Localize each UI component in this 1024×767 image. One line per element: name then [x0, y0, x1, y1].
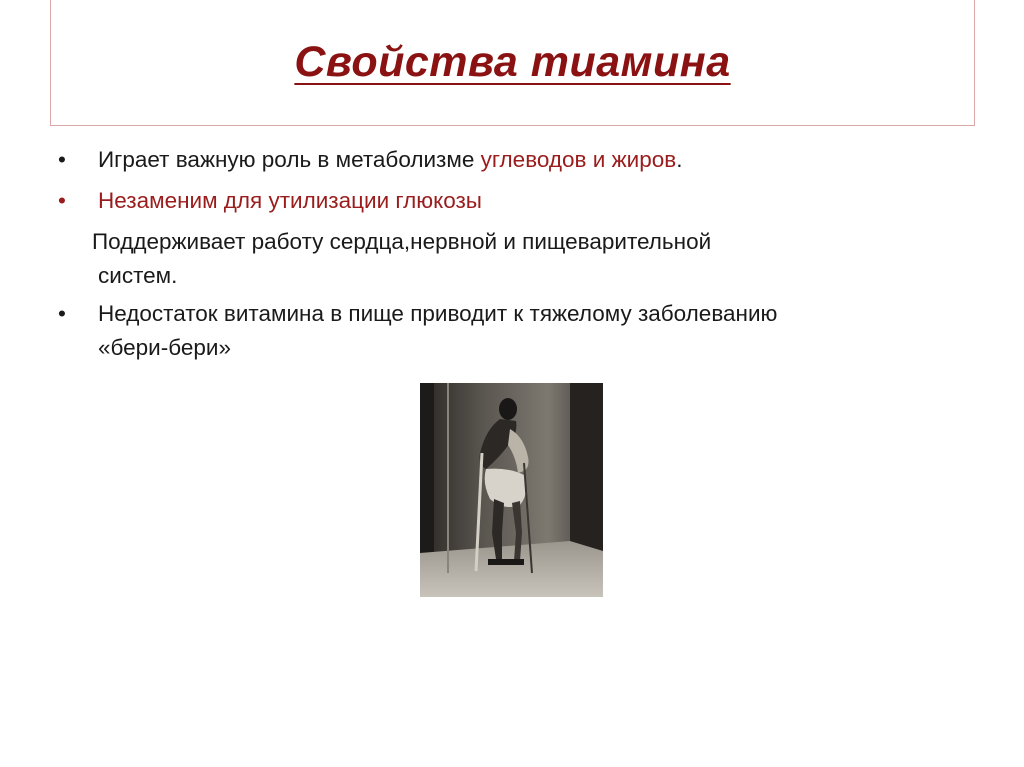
highlight-text: углеводов и жиров	[480, 147, 677, 172]
bullet-text: Играет важную роль в метаболизме	[98, 147, 481, 172]
bullet-glyph: •	[58, 147, 66, 172]
slide-title: Свойства тиамина	[294, 38, 731, 86]
bullet-item-beriberi	[58, 297, 978, 365]
paragraph-line-2: систем.	[98, 263, 178, 288]
bullet-end: .	[676, 147, 683, 172]
beriberi-patient-photo	[420, 383, 603, 597]
bullet-glyph: •	[58, 301, 66, 326]
bullet-line-1: Недостаток витамина в пище приводит к тяжелому заболеванию	[98, 301, 778, 326]
bullet-item-glucose	[58, 184, 978, 218]
title-frame	[50, 0, 975, 126]
paragraph-line-1: Поддерживает работу сердца,нервной и пищеварительной	[92, 229, 712, 254]
paragraph-heart	[58, 225, 978, 293]
bullet-glyph: •	[58, 188, 66, 213]
slide-body	[58, 143, 978, 365]
bullet-line-2: «бери-бери»	[98, 335, 231, 360]
bullet-item-metabolism	[58, 143, 978, 177]
bullet-text: Незаменим для утилизации глюкозы	[98, 188, 482, 213]
